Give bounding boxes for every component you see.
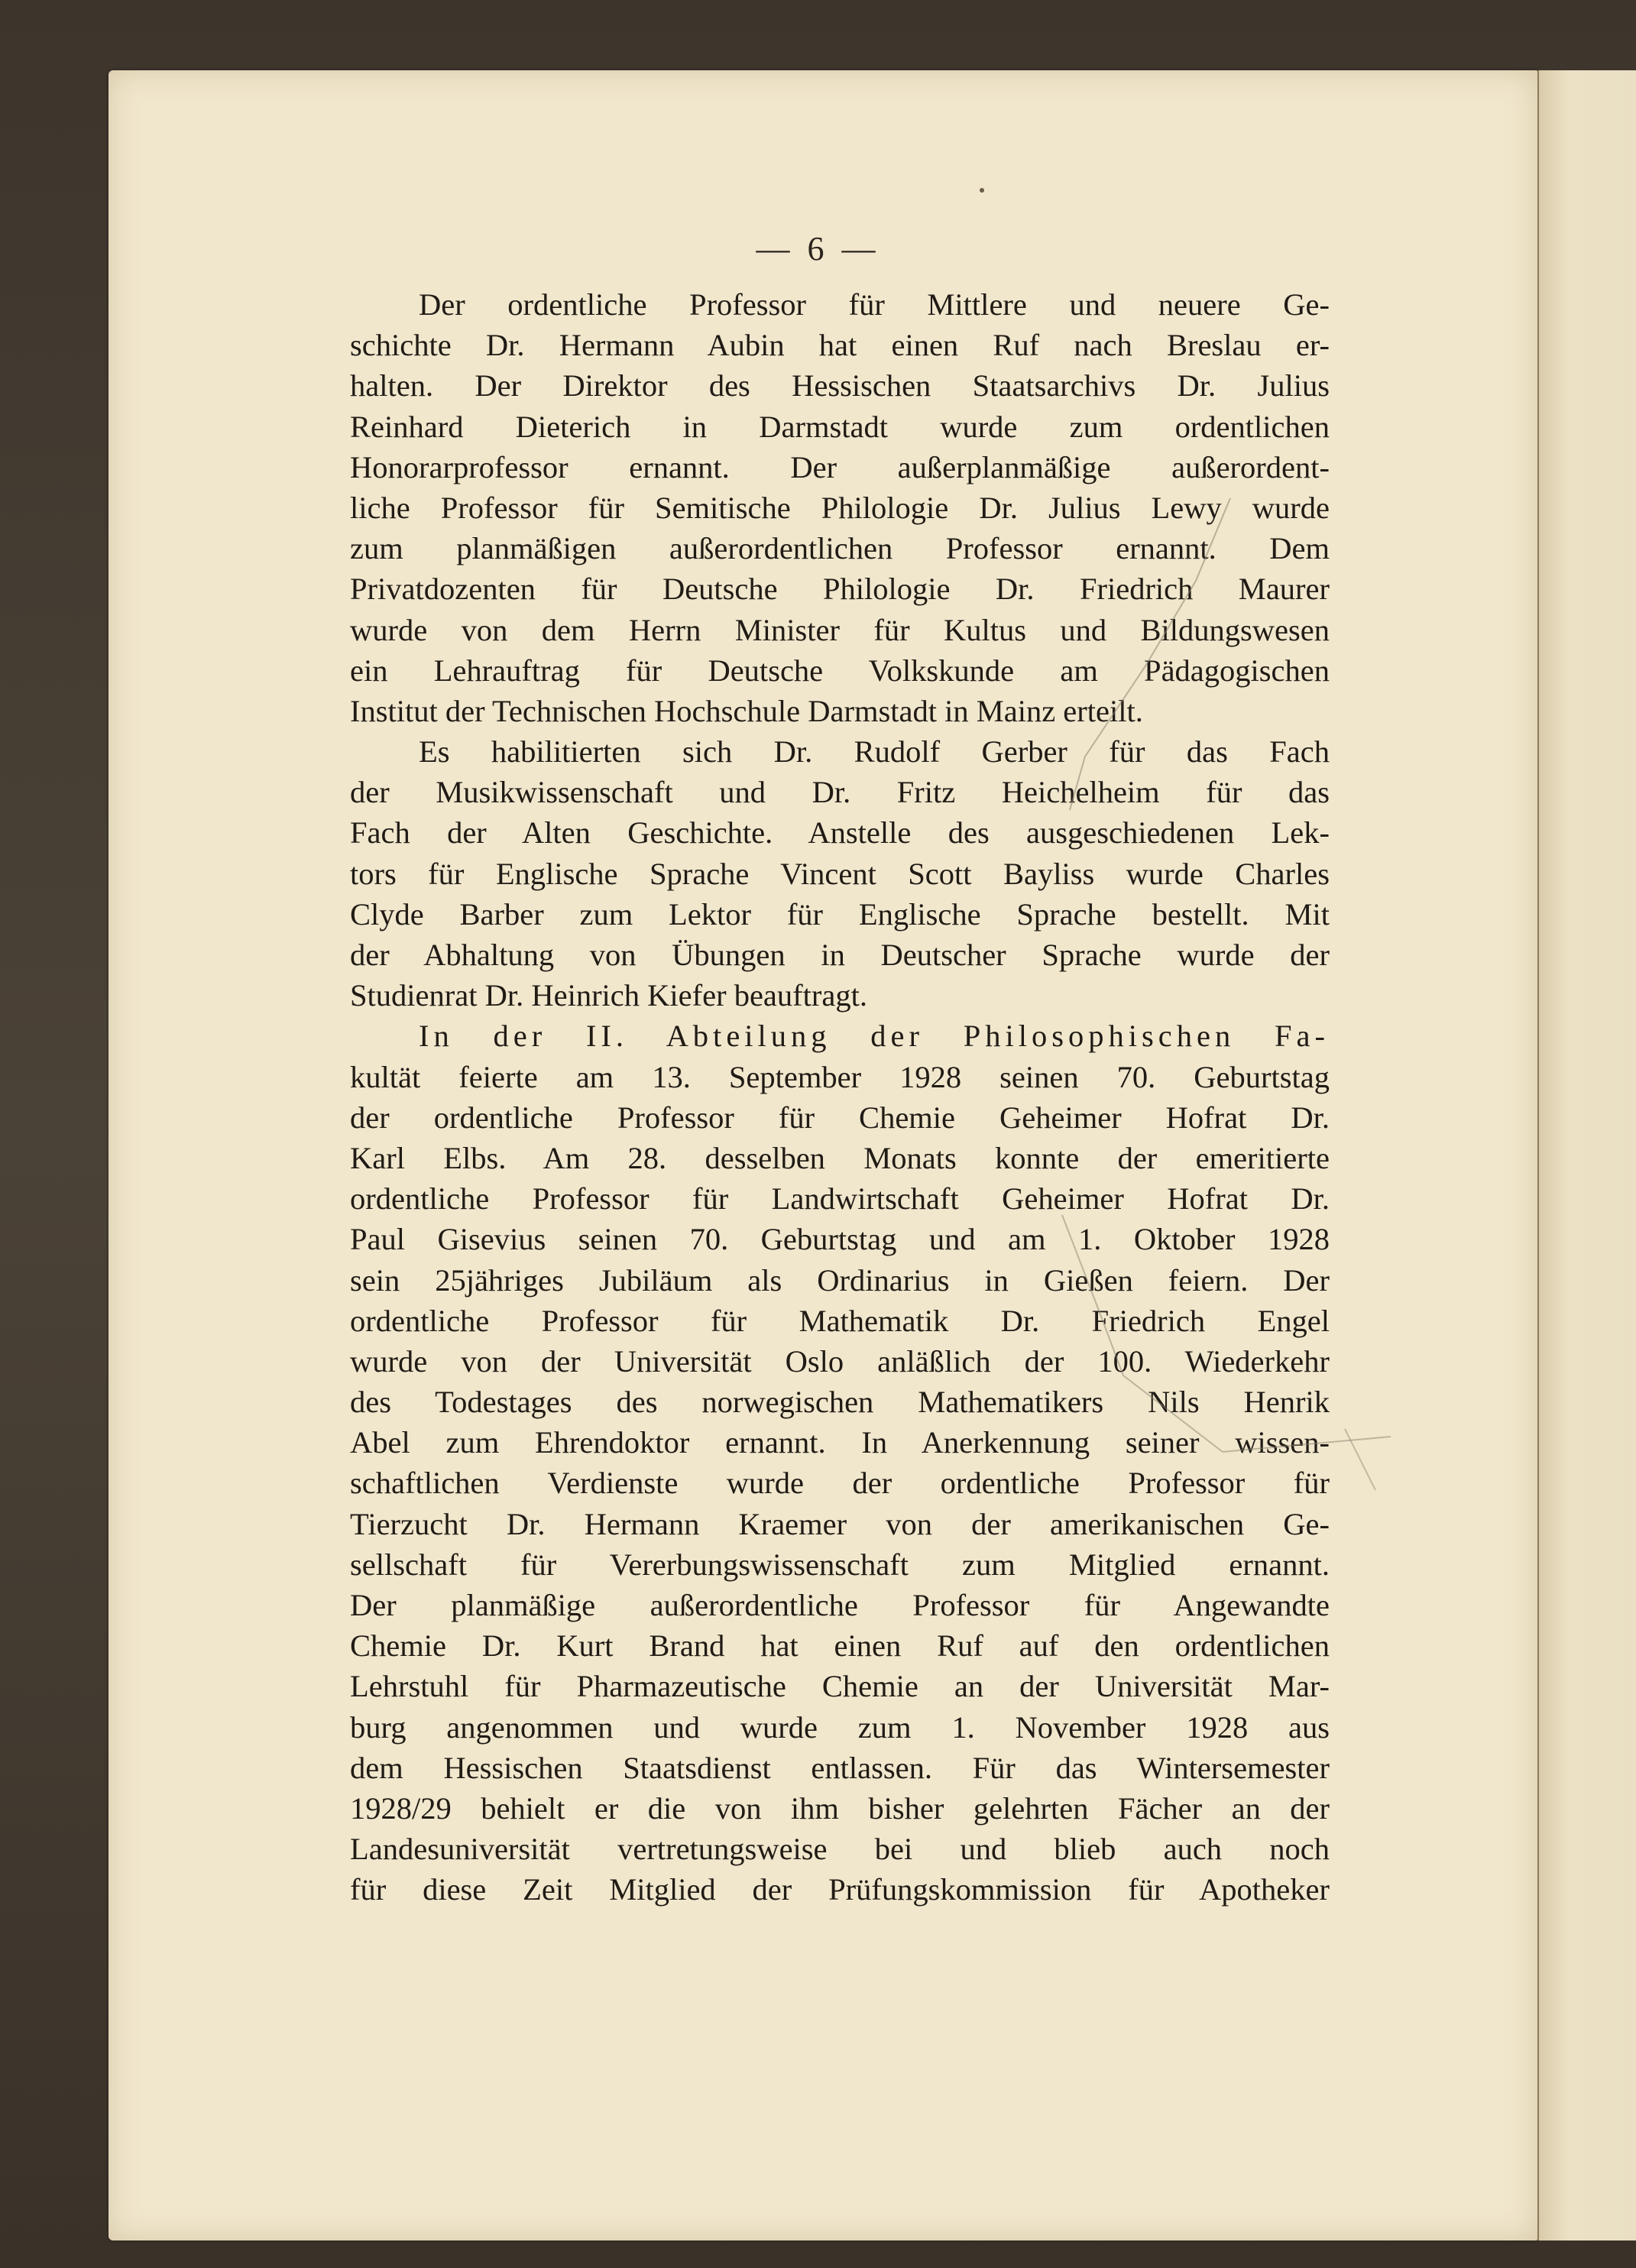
facing-page-edge	[1537, 70, 1636, 2240]
text-line: Lehrstuhl für Pharmazeutische Chemie an der Universität Mar-	[350, 1669, 1330, 1704]
text-line: Chemie Dr. Kurt Brand hat einen Ruf auf den ordentlichen	[350, 1628, 1330, 1664]
text-line: Clyde Barber zum Lektor für Englische Sprache bestellt. Mit	[350, 896, 1330, 932]
ink-speck	[980, 188, 984, 193]
text-line: burg angenommen und wurde zum 1. November 1928 aus	[350, 1709, 1330, 1745]
text-line: wurde von der Universität Oslo anläßlich der 100. Wiederkehr	[350, 1343, 1330, 1379]
text-line: Landesuniversität vertretungsweise bei und blieb auch noch	[350, 1832, 1330, 1867]
text-line: ordentliche Professor für Mathematik Dr. Friedrich Engel	[350, 1303, 1330, 1338]
text-line: schichte Dr. Hermann Aubin hat einen Ruf nach Breslau er-	[350, 328, 1330, 363]
text-line: Der planmäßige außerordentliche Professor für Angewandte	[350, 1588, 1330, 1622]
text-line: Es habilitierten sich Dr. Rudolf Gerber für das Fach	[419, 734, 1330, 770]
text-line: Karl Elbs. Am 28. desselben Monats konnte der emeritierte	[350, 1140, 1330, 1175]
text-line: wurde von dem Herrn Minister für Kultus und Bildungswesen	[350, 612, 1330, 647]
text-line: Reinhard Dieterich in Darmstadt wurde zum ordentlichen	[350, 409, 1330, 444]
text-line: ein Lehrauftrag für Deutsche Volkskunde am Pädagogischen	[350, 653, 1330, 688]
text-line: kultät feierte am 13. September 1928 seinen 70. Geburtstag	[350, 1059, 1330, 1094]
text-line: schaftlichen Verdienste wurde der ordentliche Professor für	[350, 1466, 1330, 1501]
text-line: Institut der Technischen Hochschule Darmstadt in Mainz erteilt.	[350, 693, 1143, 728]
text-line: Der ordentliche Professor für Mittlere und neuere Ge-	[419, 287, 1330, 322]
page-number: — 6 —	[756, 230, 880, 267]
text-line: Studienrat Dr. Heinrich Kiefer beauftragt.	[350, 978, 867, 1013]
text-line: der ordentliche Professor für Chemie Geheimer Hofrat Dr.	[350, 1100, 1330, 1135]
text-line: Tierzucht Dr. Hermann Kraemer von der amerikanischen Ge-	[350, 1506, 1330, 1541]
text-line: Abel zum Ehrendoktor ernannt. In Anerkennung seiner wissen-	[350, 1425, 1330, 1460]
text-line: Privatdozenten für Deutsche Philologie Dr. Friedrich Maurer	[350, 572, 1330, 607]
text-line: In der II. Abteilung der Philosophischen Fa-	[419, 1019, 1330, 1054]
text-line: des Todestages des norwegischen Mathematikers Nils Henrik	[350, 1385, 1330, 1420]
text-line: Fach der Alten Geschichte. Anstelle des ausgeschiedenen Lek-	[350, 815, 1330, 851]
text-line: sellschaft für Vererbungswissenschaft zum Mitglied ernannt.	[350, 1547, 1330, 1582]
text-line: 1928/29 behielt er die von ihm bisher gelehrten Fächer an der	[350, 1790, 1330, 1826]
body-text	[350, 284, 1330, 1910]
text-line: Paul Gisevius seinen 70. Geburtstag und am 1. Oktober 1928	[350, 1222, 1330, 1257]
text-line: liche Professor für Semitische Philologie Dr. Julius Lewy wurde	[350, 490, 1330, 525]
text-line: ordentliche Professor für Landwirtschaft Geheimer Hofrat Dr.	[350, 1181, 1330, 1217]
text-line: für diese Zeit Mitglied der Prüfungskommission für Apotheker	[350, 1872, 1330, 1907]
text-line: dem Hessischen Staatsdienst entlassen. Für das Wintersemester	[350, 1750, 1330, 1785]
text-line: zum planmäßigen außerordentlichen Professor ernannt. Dem	[350, 531, 1330, 566]
text-line: halten. Der Direktor des Hessischen Staatsarchivs Dr. Julius	[350, 368, 1330, 403]
text-line: Honorarprofessor ernannt. Der außerplanmäßige außerordent-	[350, 449, 1330, 484]
text-line: sein 25jähriges Jubiläum als Ordinarius in Gießen feiern. Der	[350, 1262, 1330, 1298]
text-line: der Abhaltung von Übungen in Deutscher Sprache wurde der	[350, 938, 1330, 972]
text-line: tors für Englische Sprache Vincent Scott Bayliss wurde Charles	[350, 856, 1330, 891]
text-line: der Musikwissenschaft und Dr. Fritz Heichelheim für das	[350, 775, 1330, 810]
